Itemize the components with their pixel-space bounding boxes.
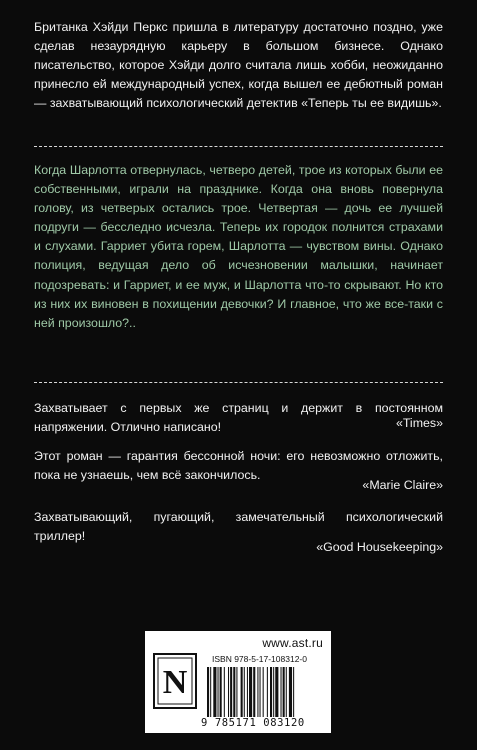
barcode-bar (286, 667, 287, 717)
barcode-bar (263, 667, 264, 717)
barcode-bar (257, 667, 258, 717)
barcode-bar (293, 667, 294, 717)
barcode-bar (220, 667, 222, 717)
barcode-bar (241, 667, 243, 717)
review-text: Захватывающий, пугающий, замечательный психологический триллер! (34, 510, 443, 544)
barcode-bar (230, 667, 232, 717)
barcode-bar (270, 667, 272, 717)
publisher-website: www.ast.ru (262, 636, 323, 650)
publisher-logo (153, 653, 197, 709)
barcode-bar (249, 667, 252, 717)
barcode-bar (207, 667, 209, 717)
barcode-bar (260, 667, 261, 717)
barcode-bar (273, 667, 274, 717)
barcode-panel (145, 631, 331, 733)
barcode-bar (236, 667, 237, 717)
separator-bottom (34, 382, 443, 383)
review-source: «Marie Claire» (362, 478, 443, 492)
review-source: «Good Housekeeping» (316, 540, 443, 554)
barcode-bar (244, 667, 245, 717)
svg-text:N: N (162, 664, 188, 701)
author-bio: Британка Хэйди Перкс пришла в литературу достаточно поздно, уже сделав незаурядную карьеру в большом бизнесе. Однако писательство, которое Хэйди долго считала лишь хобби, неожиданно принесло ей международный успех, когда вышел ее дебютный роман — захватывающий психологический детектив «Теперь ты ее видишь». (34, 20, 443, 111)
review-text: Захватывает с первых же страниц и держит в постоянном напряжении. Отлично написано! (34, 401, 443, 435)
review-source: «Times» (395, 416, 443, 430)
barcode-bar (267, 667, 268, 717)
barcode-bar (228, 667, 229, 717)
barcode-bar (213, 667, 216, 717)
barcode-digits: 9 785171 083120 (201, 717, 305, 729)
barcode-bar (283, 667, 285, 717)
separator-top (34, 146, 443, 147)
isbn-number: ISBN 978-5-17-108312-0 (212, 654, 307, 664)
barcode-bar (275, 667, 278, 717)
barcode-bar (224, 667, 225, 717)
barcode-bar (218, 667, 219, 717)
synopsis: Когда Шарлотта отвернулась, четверо детей, трое из которых были ее собственными, играли на празднике. Когда она вновь повернула голову, из четверых остались трое. Четвертая — дочь ее лучшей подруги — бесследно исчезла. Теперь их городок полнится страхами и слухами. Гарриет убита горем, Шарлотта — чувством вины. Однако полиция, ведущая дело об исчезновении малышки, начинает подозревать: и Гарриет, и ее муж, и Шарлотта что-то скрывают. Но кто из них их виновен в похищении девочки? И главное, что же все-таки с ней произошло?.. (34, 163, 443, 330)
barcode-bar (289, 667, 292, 717)
barcode-bar (281, 667, 282, 717)
barcode-bar (253, 667, 255, 717)
review-text: Этот роман — гарантия бессонной ночи: его невозможно отложить, пока не узнаешь, чем всё закончилось. (34, 449, 443, 483)
barcode-bar (210, 667, 211, 717)
barcode-bars (207, 667, 325, 717)
barcode-bar (247, 667, 248, 717)
barcode-bar (233, 667, 235, 717)
publisher-logo-icon (155, 655, 195, 707)
